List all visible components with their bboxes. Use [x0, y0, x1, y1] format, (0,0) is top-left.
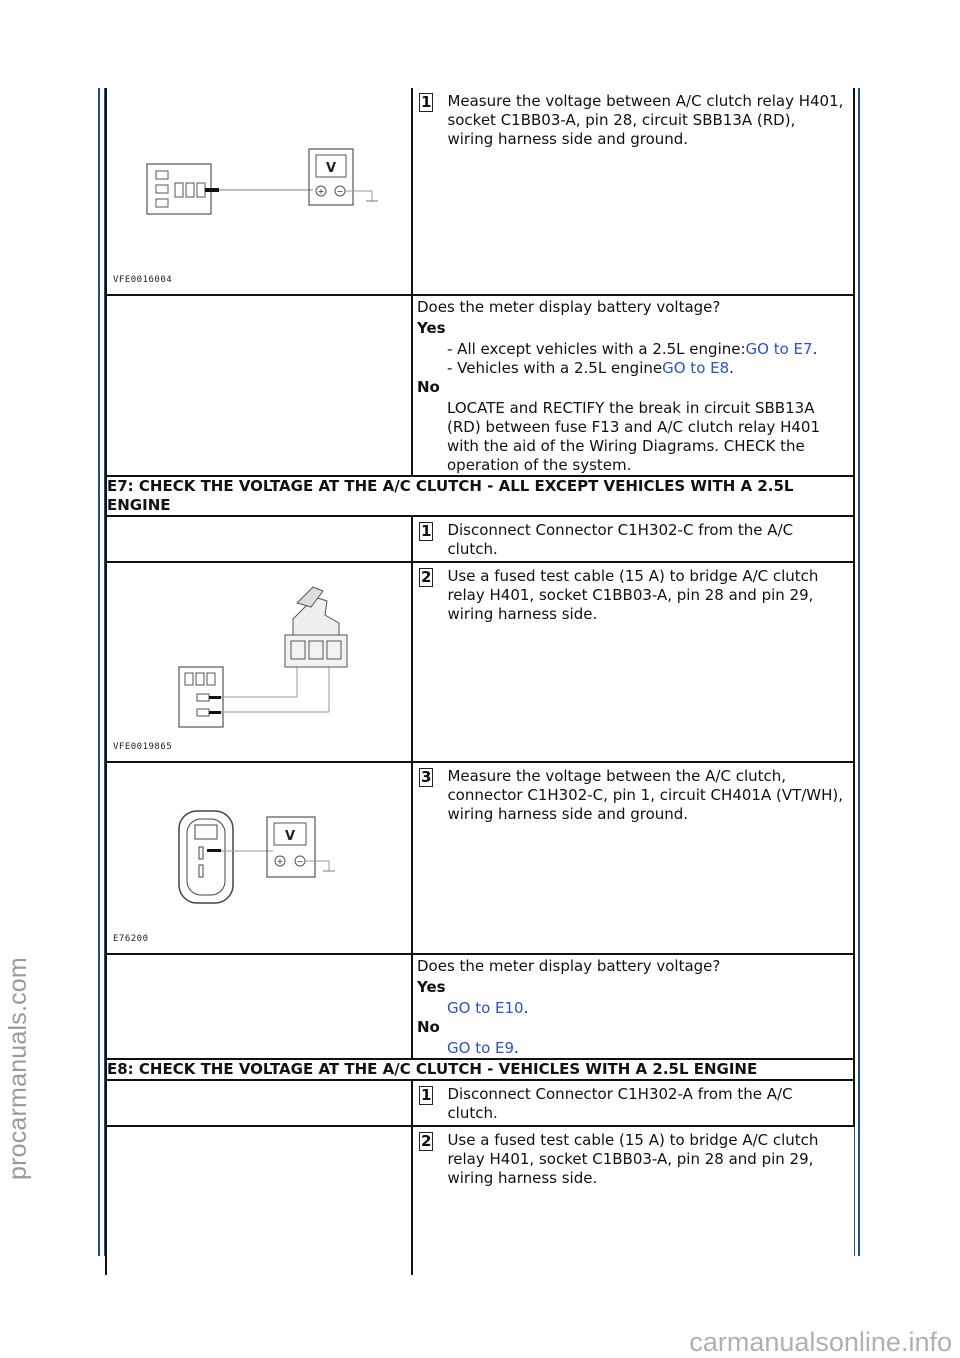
procedure-table: [105, 88, 855, 1275]
procedure-page: [105, 88, 855, 1275]
go-to-e8-link[interactable]: GO to E8: [662, 359, 730, 377]
question-cell: [412, 295, 854, 476]
step-cell: [412, 88, 854, 295]
svg-text:+: +: [317, 187, 325, 196]
table-row: [106, 476, 854, 516]
table-row: [106, 562, 854, 762]
yes-label: Yes: [417, 978, 446, 996]
yes-option-2: - Vehicles with a 2.5L engineGO to E8.: [447, 359, 734, 377]
table-row: [106, 88, 854, 295]
step-2: [413, 563, 853, 626]
yes-option-text: - All except vehicles with a 2.5L engine:: [447, 340, 746, 358]
empty-cell: [106, 295, 412, 476]
step-text: Disconnect Connector C1H302-A from the A/C clutch.: [447, 1085, 793, 1122]
voltmeter-relay-diagram: [107, 88, 407, 268]
question-cell: [412, 954, 854, 1059]
yes-label: Yes: [417, 319, 446, 337]
figure-cell: [106, 88, 412, 295]
step-number: 1: [421, 93, 432, 111]
svg-text:+: +: [276, 857, 284, 866]
table-row: [106, 1059, 854, 1080]
bottom-watermark: carmanualsonline.info: [689, 1327, 952, 1357]
step-1: [413, 1081, 853, 1125]
step-text: Use a fused test cable (15 A) to bridge A/C clutch relay H401, socket C1BB03-A, pin 28 and pin 29, wiring harness side.: [447, 1131, 819, 1187]
step-3: [413, 763, 853, 826]
left-border-line: [98, 88, 100, 1256]
step-number: 1: [421, 1086, 432, 1104]
step-text: Disconnect Connector C1H302-C from the A/C clutch.: [447, 521, 794, 558]
fused-test-cable-diagram: [107, 563, 407, 743]
right-border-line: [858, 88, 860, 1256]
question-text: Does the meter display battery voltage?: [417, 957, 721, 975]
svg-text:−: −: [336, 187, 344, 196]
step-cell: [412, 562, 854, 762]
figure-id: VFE0016004: [113, 275, 173, 285]
clutch-connector-voltmeter-diagram: [107, 763, 407, 938]
go-to-e10-link[interactable]: GO to E10: [447, 999, 524, 1017]
step-number: 1: [421, 522, 432, 540]
no-option: GO to E9.: [447, 1039, 519, 1057]
step-text: Measure the voltage between the A/C clutch, connector C1H302-C, pin 1, circuit CH401A (VT/WH), wiring harness side and ground.: [447, 767, 844, 823]
figure-cell: [106, 562, 412, 762]
table-row: [106, 1126, 854, 1275]
empty-cell: [106, 516, 412, 562]
section-heading-e8: E8: CHECK THE VOLTAGE AT THE A/C CLUTCH - VEHICLES WITH A 2.5L ENGINE: [106, 1059, 854, 1080]
no-label: No: [417, 378, 440, 396]
table-row: [106, 295, 854, 476]
step-number: 2: [421, 1132, 432, 1150]
figure-id: VFE0019865: [113, 742, 173, 752]
step-cell: [412, 762, 854, 954]
step-number: 3: [421, 768, 432, 786]
step-cell: [412, 516, 854, 562]
step-number: 2: [421, 568, 432, 586]
yes-option-1: - All except vehicles with a 2.5L engine:GO to E7.: [447, 340, 818, 358]
figure-id: E76200: [113, 934, 149, 944]
step-1: [413, 517, 853, 561]
empty-cell: [106, 1080, 412, 1126]
svg-text:V: V: [284, 829, 296, 844]
table-row: [106, 1080, 854, 1126]
side-watermark: procarmanuals.com: [4, 957, 32, 1180]
step-1: [413, 88, 853, 151]
empty-cell: [106, 954, 412, 1059]
go-to-e9-link[interactable]: GO to E9: [447, 1039, 515, 1057]
figure-cell: [106, 762, 412, 954]
step-text: Measure the voltage between A/C clutch relay H401, socket C1BB03-A, pin 28, circuit SBB13A (RD), wiring harness side and ground.: [447, 92, 844, 148]
section-heading-e7: E7: CHECK THE VOLTAGE AT THE A/C CLUTCH - ALL EXCEPT VEHICLES WITH A 2.5L ENGINE: [106, 476, 854, 516]
yes-option-text: - Vehicles with a 2.5L engine: [447, 359, 663, 377]
svg-text:V: V: [325, 161, 337, 176]
empty-cell: [106, 1126, 412, 1275]
step-cell: [412, 1126, 854, 1275]
table-row: [106, 954, 854, 1059]
step-2: [413, 1127, 854, 1190]
go-to-e7-link[interactable]: GO to E7: [745, 340, 813, 358]
yes-option: GO to E10.: [447, 999, 529, 1017]
question-text: Does the meter display battery voltage?: [417, 298, 721, 316]
step-cell: [412, 1080, 854, 1126]
table-row: [106, 762, 854, 954]
table-row: [106, 516, 854, 562]
step-text: Use a fused test cable (15 A) to bridge A/C clutch relay H401, socket C1BB03-A, pin 28 and pin 29, wiring harness side.: [447, 567, 819, 623]
no-action-text: LOCATE and RECTIFY the break in circuit SBB13A (RD) between fuse F13 and A/C clutch relay H401 with the aid of the Wiring Diagrams. CHECK the operation of the system.: [447, 399, 821, 474]
svg-text:−: −: [296, 857, 304, 866]
no-label: No: [417, 1018, 440, 1036]
